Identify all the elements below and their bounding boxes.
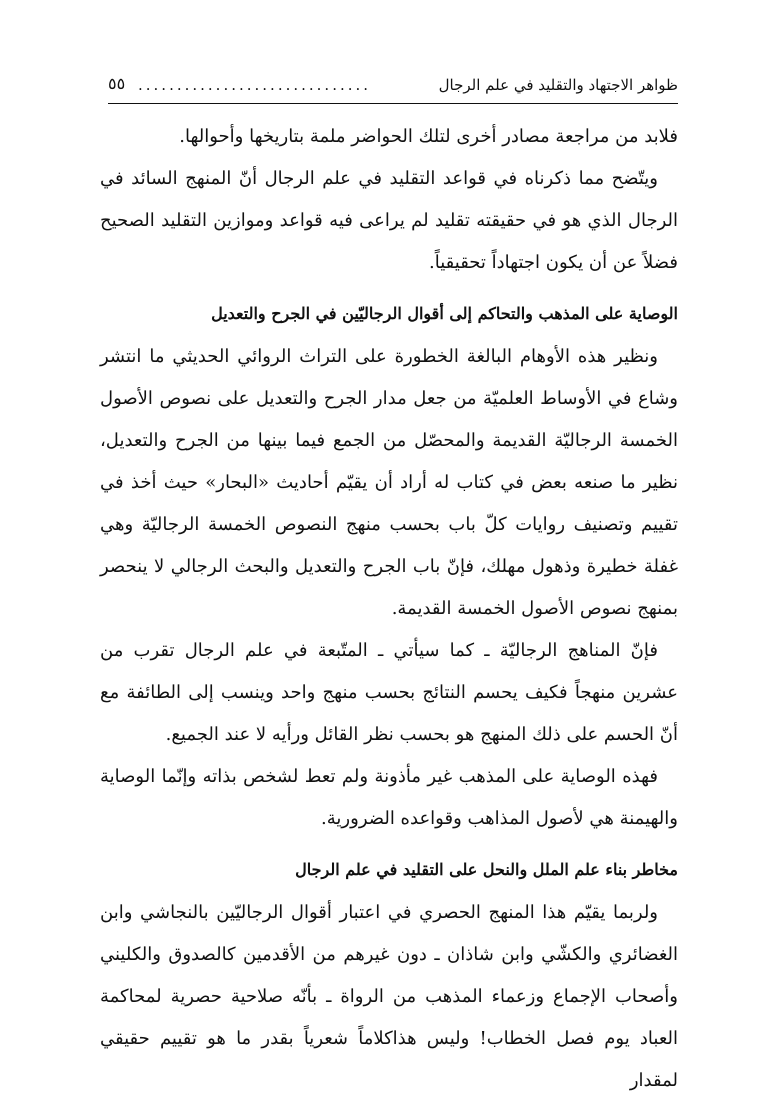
page-number: ٥٥ (108, 74, 126, 93)
header-leader-dots: .............................. (138, 76, 372, 94)
section-heading-1: الوصاية على المذهب والتحاكم إلى أقوال الرجاليّين في الجرح والتعديل (211, 304, 678, 323)
header-title: ظواهر الاجتهاد والتقليد في علم الرجال (438, 76, 678, 94)
running-header (108, 70, 678, 110)
section-heading-2: مخاطر بناء علم الملل والنحل على التقليد في علم الرجال (295, 860, 678, 879)
paragraph-2: ويتّضح مما ذكرناه في قواعد التقليد في علم الرجال أنّ المنهج السائد في الرجال الذي هو في حقيقته تقليد لم يراعى فيه قواعد وموازين التقليد الصحيح فضلاً عن أن يكون اجتهاداً تحقيقياً. (100, 168, 678, 273)
paragraph-1: فلابد من مراجعة مصادر أخرى لتلك الحواضر ملمة بتاريخها وأحوالها. (179, 126, 678, 147)
paragraph-5: فهذه الوصاية على المذهب غير مأذونة ولم تعط لشخص بذاته وإنّما الوصاية والهيمنة هي لأصول المذاهب وقواعده الضرورية. (100, 766, 678, 829)
paragraph-3: ونظير هذه الأوهام البالغة الخطورة على التراث الروائي الحديثي ما انتشر وشاع في الأوساط العلميّة من جعل مدار الجرح والتعديل على نصوص الأصول الخمسة الرجاليّة القديمة والمحصّل من الجمع فيما بينها من الجرح والتعديل، نظير ما صنعه بعض في كتاب له أراد أن يقيّم أحاديث «البحار» حيث أخذ في تقييم وتصنيف روايات كلّ باب بحسب منهج النصوص الخمسة الرجاليّة وهي غفلة خطيرة وذهول مهلك، فإنّ باب الجرح والتعديل والبحث الرجالي لا ينحصر بمنهج نصوص الأصول الخمسة القديمة. (100, 346, 678, 619)
page-body (100, 116, 678, 1102)
paragraph-4: فإنّ المناهج الرجاليّة ـ كما سيأتي ـ المتّبعة في علم الرجال تقرب من عشرين منهجاً فكيف يحسم النتائج بحسب منهج واحد وينسب إلى الطائفة مع أنّ الحسم على ذلك المنهج هو بحسب نظر القائل ورأيه لا عند الجميع. (100, 640, 678, 745)
header-rule (108, 103, 678, 104)
paragraph-6: ولربما يقيّم هذا المنهج الحصري في اعتبار أقوال الرجاليّين بالنجاشي وابن الغضائري والكشّي وابن شاذان ـ دون غيرهم من الأقدمين كالصدوق والكليني وأصحاب الإجماع وزعماء المذهب من الرواة ـ بأنّه صلاحية حصرية لمحاكمة العباد يوم فصل الخطاب! وليس هذاكلاماً شعرياً بقدر ما هو تقييم حقيقي لمقدار (100, 902, 678, 1091)
